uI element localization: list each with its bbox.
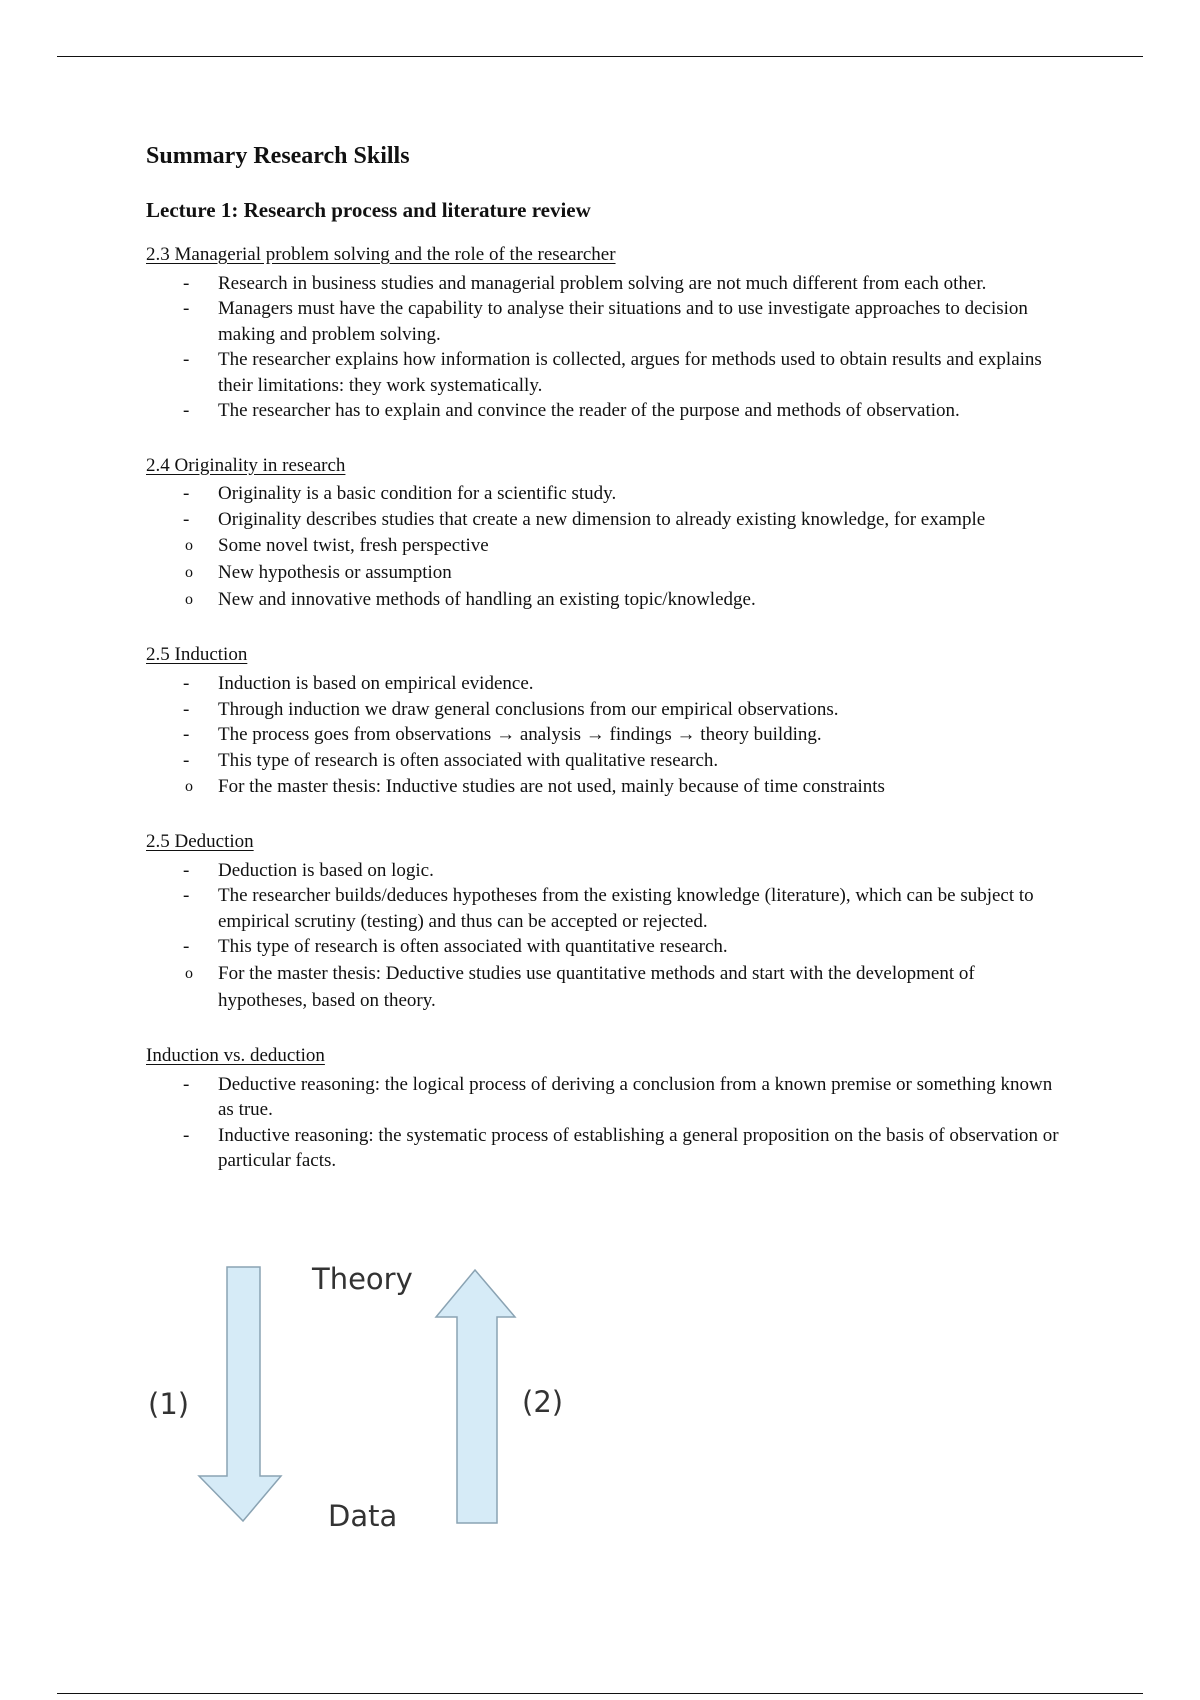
list-item [146,722,1066,748]
sub-list-item-text: Some novel twist, fresh perspective [218,535,489,557]
dash-bullet: - [183,508,190,530]
sub-list-item-text: New and innovative methods of handling an existing topic/knowledge. [218,589,756,611]
bottom-rule [57,1693,1143,1694]
sub-list-item [146,559,1066,586]
induction-deduction-diagram [0,1262,1200,1535]
dash-bullet: - [183,272,190,294]
sub-list-item-text: For the master thesis: Deductive studies use quantitative methods and start with the development of hypotheses, based on theory. [218,962,975,1011]
dash-bullet: - [183,673,190,695]
list-item-text: Deductive reasoning: the logical process of deriving a conclusion from a known premise or something known as true. [218,1073,1053,1121]
list-item-text: Inductive reasoning: the systematic process of establishing a general proposition on the basis of observation or particular facts. [218,1124,1059,1172]
sub-bullet-list [146,960,1066,1014]
sub-list-item [146,532,1066,559]
list-item-text: Through induction we draw general conclusions from our empirical observations. [218,698,839,720]
down-arrow [199,1267,281,1521]
section-managerial-problem-solving [146,243,1066,424]
dash-bullet: - [183,724,190,746]
list-item [146,271,1066,297]
list-item [146,671,1066,697]
bullet-list [146,858,1066,960]
theory-label: Theory [312,1262,413,1296]
list-item [146,697,1066,723]
section-heading: Induction vs. deduction [146,1044,325,1066]
list-item [146,934,1066,960]
section-heading: 2.5 Deduction [146,831,254,853]
circle-bullet: o [185,564,193,582]
list-item-text: This type of research is often associated with qualitative research. [218,749,719,771]
up-arrow [436,1270,515,1523]
list-item [146,1072,1066,1123]
dash-bullet: - [183,698,190,720]
dash-bullet: - [183,349,190,371]
data-label: Data [328,1499,398,1533]
list-item-text: The researcher explains how information is collected, argues for methods used to obtain results and explains their limitations: they work systematically. [218,349,1042,396]
list-item [146,296,1066,347]
section-heading: 2.4 Originality in research [146,454,346,476]
dash-bullet: - [183,859,190,881]
list-item [146,883,1066,934]
dash-bullet: - [183,1073,190,1095]
bullet-list [146,671,1066,773]
dash-bullet: - [183,749,190,771]
list-item-text: Managers must have the capability to analyse their situations and to use investigate approaches to decision making and problem solving. [218,298,1028,345]
document-body [146,142,1066,1204]
list-item [146,347,1066,398]
list-item [146,398,1066,424]
section-originality [146,454,1066,614]
bullet-list [146,481,1066,532]
list-item [146,858,1066,884]
list-item-text: The researcher has to explain and convince the reader of the purpose and methods of observation. [218,400,960,422]
list-item [146,1123,1066,1174]
sub-bullet-list [146,532,1066,613]
dash-bullet: - [183,483,190,505]
sub-list-item-text: New hypothesis or assumption [218,562,452,584]
list-item-text: This type of research is often associated with quantitative research. [218,936,728,958]
circle-bullet: o [185,964,193,982]
circle-bullet: o [185,778,193,796]
list-item [146,507,1066,533]
dash-bullet: - [183,885,190,907]
dash-bullet: - [183,1124,190,1146]
dash-bullet: - [183,298,190,320]
list-item-text: Research in business studies and managerial problem solving are not much different from each other. [218,272,987,294]
list-item-text: Induction is based on empirical evidence. [218,673,534,695]
induction-number-label: (2) [522,1385,564,1419]
circle-bullet: o [185,537,193,555]
section-heading: 2.3 Managerial problem solving and the role of the researcher [146,243,616,265]
section-induction [146,643,1066,800]
list-item [146,748,1066,774]
dash-bullet: - [183,400,190,422]
sub-list-item [146,773,1066,800]
circle-bullet: o [185,591,193,609]
top-rule [57,56,1143,57]
lecture-heading: Lecture 1: Research process and literature review [146,197,591,222]
dash-bullet: - [183,936,190,958]
sub-list-item-text: For the master thesis: Inductive studies are not used, mainly because of time constraints [218,776,885,798]
list-item-text: Deduction is based on logic. [218,859,434,881]
sub-list-item [146,960,1066,1014]
list-item-text: Originality describes studies that create a new dimension to already existing knowledge, for example [218,508,986,530]
bullet-list [146,1072,1066,1174]
list-item-text: The process goes from observations → analysis → findings → theory building. [218,724,822,746]
section-heading: 2.5 Induction [146,644,248,666]
list-item-text: The researcher builds/deduces hypotheses from the existing knowledge (literature), which can be subject to empirical scrutiny (testing) and thus can be accepted or rejected. [218,885,1034,932]
bullet-list [146,271,1066,424]
sub-list-item [146,586,1066,613]
document-title: Summary Research Skills [146,143,410,169]
deduction-number-label: (1) [148,1387,190,1421]
section-induction-vs-deduction [146,1044,1066,1174]
list-item [146,481,1066,507]
sub-bullet-list [146,773,1066,800]
section-deduction [146,830,1066,1014]
list-item-text: Originality is a basic condition for a scientific study. [218,483,617,505]
